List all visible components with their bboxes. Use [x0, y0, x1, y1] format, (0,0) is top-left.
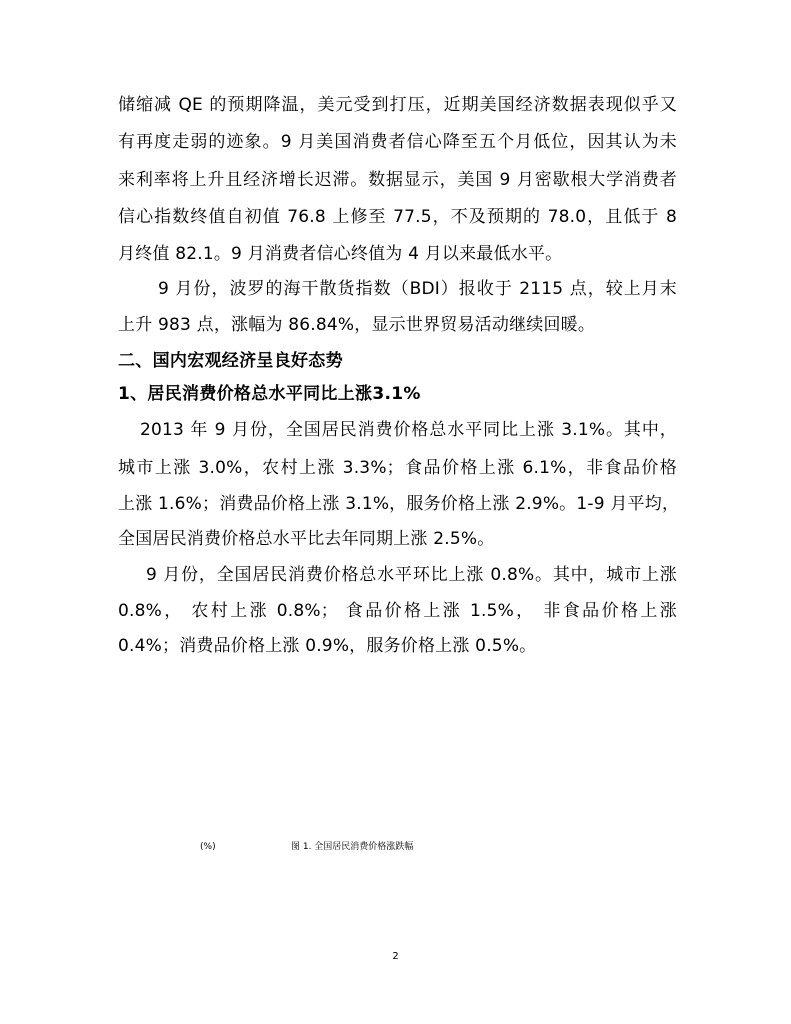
- paragraph-line: 9 月份，全国居民消费价格总水平环比上涨 0.8%。其中，城市上涨: [146, 565, 677, 585]
- paragraph-line: 信心指数终值自初值 76.8 上修至 77.5，不及预期的 78.0，且低于 8: [118, 207, 677, 227]
- paragraph-line: 0.8%， 农村上涨 0.8%； 食品价格上涨 1.5%， 非食品价格上涨: [118, 601, 677, 621]
- paragraph-line: 0.4%；消费品价格上涨 0.9%，服务价格上涨 0.5%。: [118, 636, 537, 656]
- paragraph-line: 城市上涨 3.0%，农村上涨 3.3%；食品价格上涨 6.1%，非食品价格: [118, 458, 677, 478]
- paragraph-line: 2013 年 9 月份，全国居民消费价格总水平同比上涨 3.1%。其中，: [140, 420, 677, 440]
- figure-unit-label: (%): [200, 842, 216, 852]
- paragraph-line: 上涨 1.6%；消费品价格上涨 3.1%，服务价格上涨 2.9%。1-9 月平均，: [118, 494, 680, 514]
- paragraph-line: 有再度走弱的迹象。9 月美国消费者信心降至五个月低位，因其认为未: [118, 132, 677, 152]
- paragraph-line: 上升 983 点，涨幅为 86.84%，显示世界贸易活动继续回暖。: [118, 315, 596, 335]
- figure-caption: 图 1. 全国居民消费价格涨跌幅: [291, 842, 414, 852]
- paragraph-line: 储缩减 QE 的预期降温，美元受到打压，近期美国经济数据表现似乎又: [118, 95, 677, 115]
- subsection-heading: 1、居民消费价格总水平同比上涨3.1%: [118, 384, 421, 404]
- paragraph-line: 来利率将上升且经济增长迟滞。数据显示，美国 9 月密歇根大学消费者: [118, 170, 677, 190]
- paragraph-line: 9 月份，波罗的海干散货指数（BDI）报收于 2115 点，较上月末: [158, 279, 677, 299]
- paragraph-line: 月终值 82.1。9 月消费者信心终值为 4 月以来最低水平。: [118, 244, 563, 264]
- page-number: 2: [392, 951, 399, 962]
- paragraph-line: 全国居民消费价格总水平比去年同期上涨 2.5%。: [118, 529, 495, 549]
- section-heading: 二、国内宏观经济呈良好态势: [118, 351, 343, 371]
